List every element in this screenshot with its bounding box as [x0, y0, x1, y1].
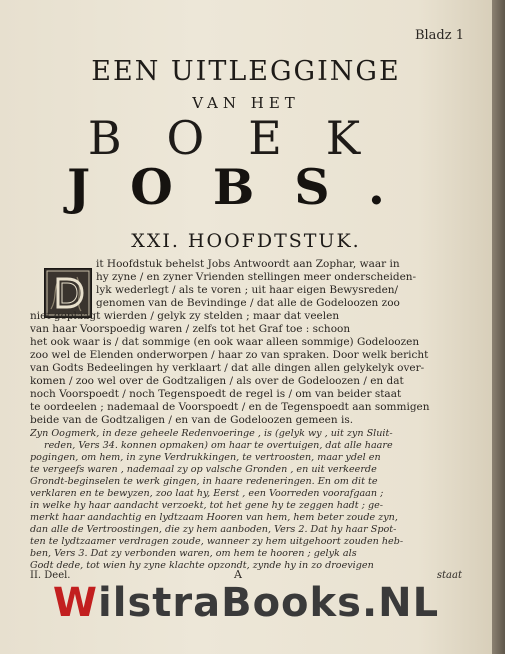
summary-line: komen / zoo wel over de Godtzaligen / als over de Godeloozen / en dat — [30, 375, 404, 387]
commentary-line: in welke hy haar aandacht verzoekt, tot het gene hy te zeggen hadt ; ge- — [30, 500, 384, 511]
watermark-first-letter: W — [52, 580, 99, 626]
summary-line: it Hoofdstuk behelst Jobs Antwoordt aan Zophar, waar in — [96, 258, 400, 270]
page-edge — [492, 0, 505, 654]
summary-line: genomen van de Bevindinge / dat alle de Godeloozen zoo — [96, 297, 400, 309]
page-number: Bladz 1 — [414, 28, 464, 43]
summary-line: hy zyne / en zyner Vrienden stellingen meer onderscheiden- — [96, 271, 417, 283]
catchword: staat — [436, 570, 462, 581]
commentary-line: Grondt-beginselen te werk gingen, in haare redeneringen. En om dit te — [30, 476, 378, 487]
commentary-line: pogingen, om hem, in zyne Verdrukkingen, te vertroosten, maar ydel en — [30, 452, 381, 463]
summary-line: zoo wel de Elenden onderworpen / haar zo van spraken. Door welk bericht — [30, 349, 429, 361]
volume-label: II. Deel. — [30, 570, 71, 581]
commentary-line: ten te lydtzaamer verdragen zoude, wanneer zy hem uitgehoort zouden heb- — [30, 536, 404, 547]
title-line-2: VAN HET — [192, 94, 300, 112]
commentary-line: merkt haar aandachtig en lydtzaam Hooren van hem, hem beter zoude zyn, — [30, 512, 398, 523]
watermark-rest: ilstraBooks.NL — [98, 580, 440, 626]
commentary-line: te vergeefs waren , nademaal zy op valsche Gronden , en uit verkeerde — [30, 464, 377, 475]
commentary-line: verklaren en te bewyzen, zoo laat hy, Eerst , een Voorreden voorafgaan ; — [30, 488, 384, 499]
title-line-1: EEN UITLEGGINGE — [91, 56, 401, 87]
title-line-4: JOBS. — [67, 158, 425, 216]
commentary-line: Zyn Oogmerk, in deze geheele Redenvoeringe , is (gelyk wy , uit zyn Sluit- — [30, 428, 393, 439]
commentary-line: Godt dede, tot wien hy zyne klachte opzondt, zynde hy in zo droevigen — [30, 560, 374, 571]
commentary-line: reden, Vers 34. konnen opmaken) om haar te overtuigen, dat alle haare — [44, 440, 393, 451]
title-line-3: BOEK — [87, 111, 405, 165]
summary-line: te oordeelen ; nademaal de Voorspoedt / en de Tegenspoedt aan sommigen — [30, 401, 430, 413]
signature-mark: A — [234, 568, 242, 581]
summary-line: niet geplaagt wierden / gelyk zy stelden ; maar dat veelen — [30, 310, 340, 322]
summary-line: van Godts Bedeelingen hy verklaart / dat alle dingen allen gelykelyk over- — [30, 362, 425, 374]
summary-line: het ook waar is / dat sommige (en ook waar alleen sommige) Godeloozen — [30, 336, 420, 348]
summary-line: van haar Voorspoedig waren / zelfs tot het Graf toe : schoon — [30, 323, 351, 335]
summary-line: beide van de Godtzaligen / en van de Godeloozen gemeen is. — [30, 414, 354, 426]
commentary-line: ben, Vers 3. Dat zy verbonden waren, om hem te hooren ; gelyk als — [30, 548, 357, 559]
summary-line: noch Voorspoedt / noch Tegenspoedt de regel is / om van beider staat — [30, 388, 402, 400]
summary-line: lyk wederlegt / als te voren ; uit haar eigen Bewysreden/ — [96, 284, 399, 296]
watermark — [0, 580, 492, 626]
commentary-line: dan alle de Vertroostingen, die zy hem aanboden, Vers 2. Dat hy haar Spot- — [30, 524, 397, 535]
chapter-heading: XXI. HOOFDTSTUK. — [131, 230, 361, 252]
